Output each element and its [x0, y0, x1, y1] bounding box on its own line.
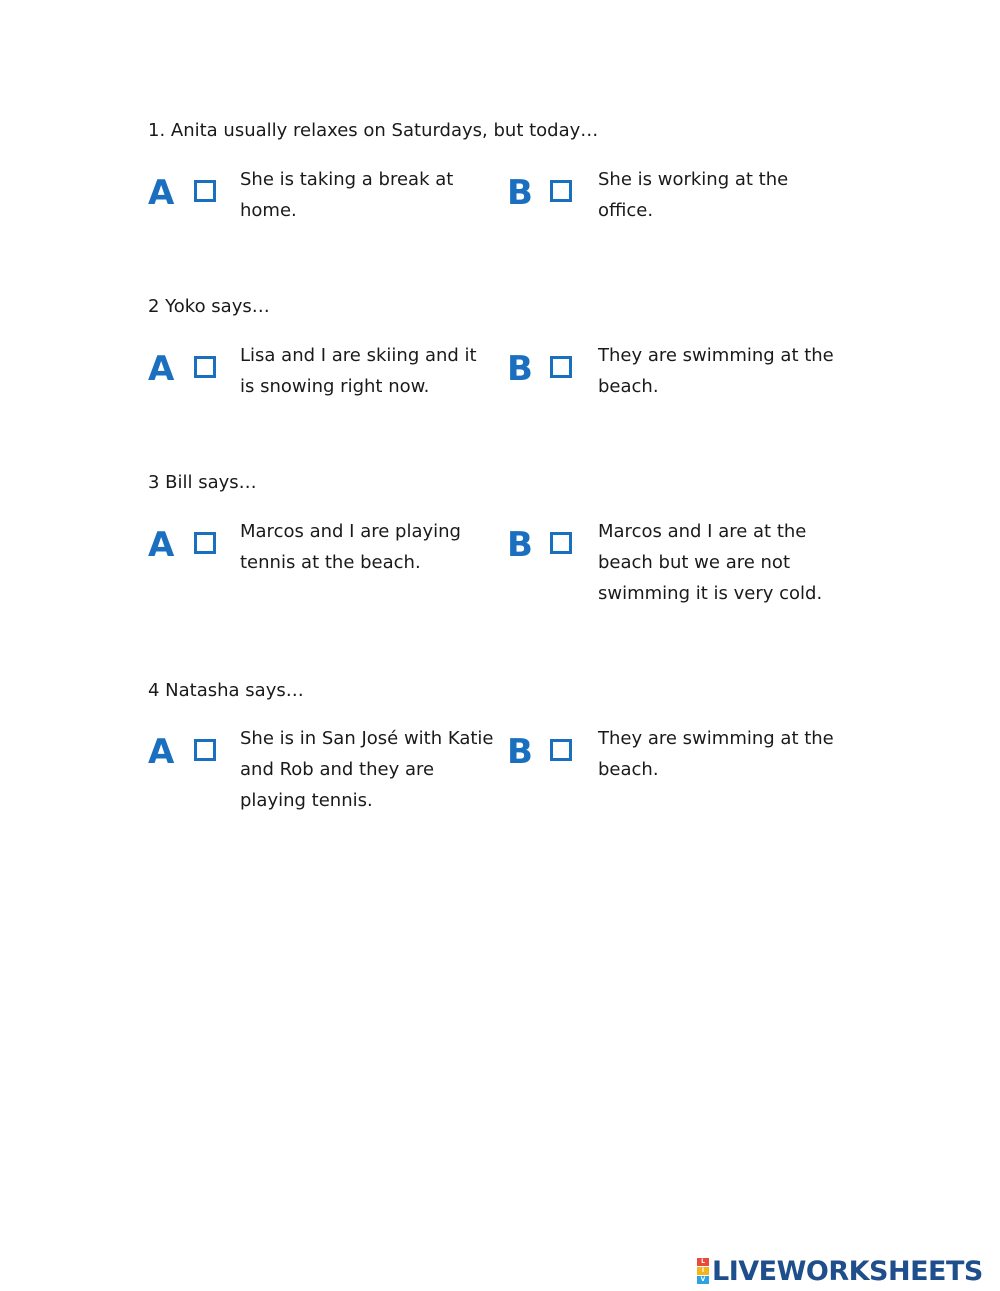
logo-text: LIVEWORKSHEETS: [712, 1255, 983, 1287]
logo-square-v: V: [697, 1276, 709, 1284]
logo-squares-icon: [697, 1258, 709, 1284]
question-1-prompt: 1. Anita usually relaxes on Saturdays, but today…: [148, 120, 599, 141]
liveworksheets-logo: [697, 1256, 983, 1286]
option-1a-text: She is taking a break at home.: [240, 169, 454, 221]
option-3b-letter: B: [507, 525, 533, 565]
option-3a-text: Marcos and I are playing tennis at the beach.: [240, 521, 461, 573]
option-3a-letter: A: [148, 525, 175, 565]
question-2-prompt: 2 Yoko says…: [148, 296, 270, 317]
option-4b-letter: B: [507, 732, 533, 772]
option-3a-checkbox[interactable]: [194, 532, 216, 554]
option-3b-checkbox[interactable]: [550, 532, 572, 554]
option-4b-checkbox[interactable]: [550, 739, 572, 761]
option-2a-letter: A: [148, 349, 175, 389]
question-4-prompt: 4 Natasha says…: [148, 680, 304, 701]
option-1a-checkbox[interactable]: [194, 180, 216, 202]
option-1b-checkbox[interactable]: [550, 180, 572, 202]
option-2b-letter: B: [507, 349, 533, 389]
question-3-prompt: 3 Bill says…: [148, 472, 257, 493]
option-4a-letter: A: [148, 732, 175, 772]
option-2b-checkbox[interactable]: [550, 356, 572, 378]
option-4a-checkbox[interactable]: [194, 739, 216, 761]
option-2a-checkbox[interactable]: [194, 356, 216, 378]
option-2a-text: Lisa and I are skiing and it is snowing right now.: [240, 345, 477, 397]
logo-square-i: I: [697, 1267, 709, 1275]
option-1b-text: She is working at the office.: [598, 169, 789, 221]
option-1a-letter: A: [148, 173, 175, 213]
logo-square-l: L: [697, 1258, 709, 1266]
option-4b-text: They are swimming at the beach.: [598, 728, 834, 780]
option-3b-text: Marcos and I are at the beach but we are not swimming it is very cold.: [598, 521, 823, 604]
option-1b-letter: B: [507, 173, 533, 213]
option-4a-text: She is in San José with Katie and Rob and they are playing tennis.: [240, 728, 494, 811]
option-2b-text: They are swimming at the beach.: [598, 345, 834, 397]
